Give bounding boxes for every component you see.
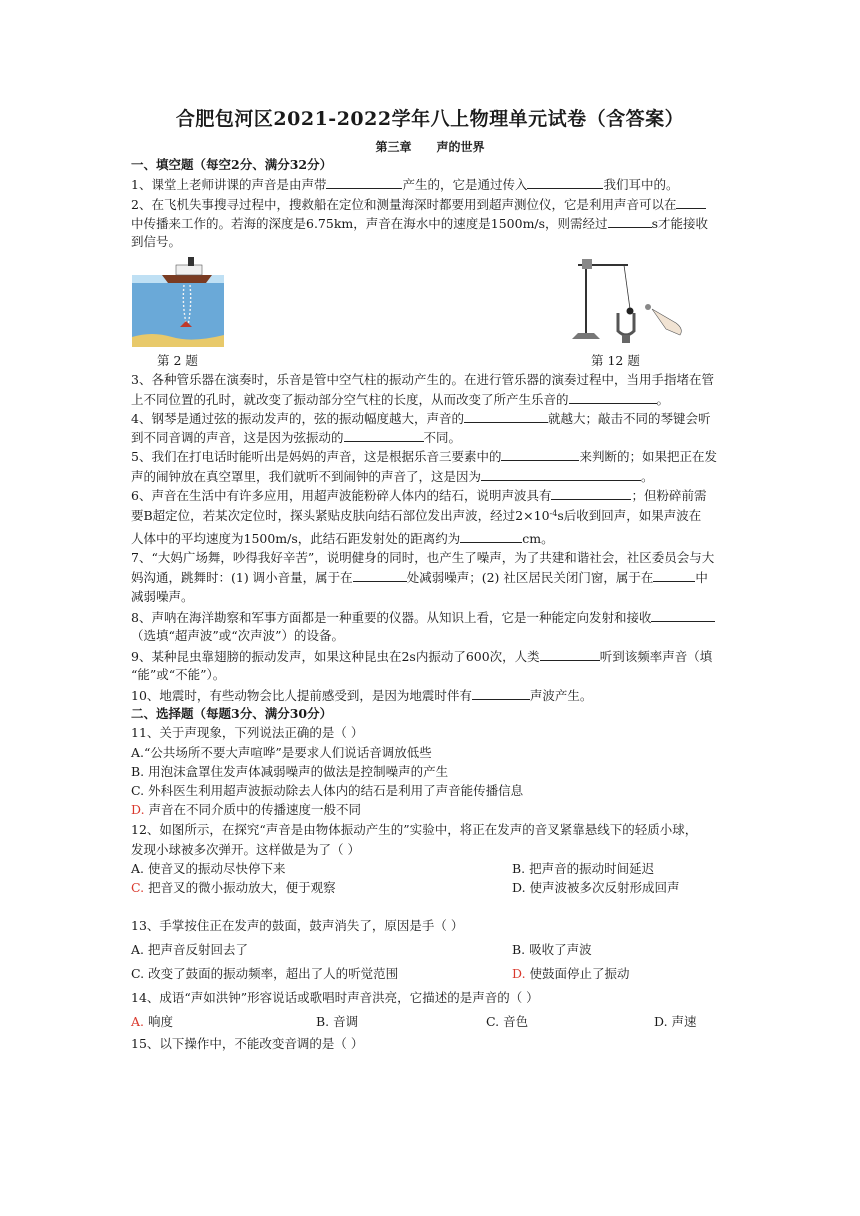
question-7-line-3: 减弱噪声。 bbox=[131, 589, 194, 604]
question-12-option-a: A. 使音叉的振动尽快停下来 bbox=[131, 861, 286, 876]
section-heading-multiple-choice: 二、选择题（每题3分、满分30分） bbox=[131, 706, 333, 721]
question-14-stem: 14、成语“声如洪钟”形容说话或歌唱时声音洪亮，它描述的是声音的（ ） bbox=[131, 990, 539, 1005]
answer-blank bbox=[344, 429, 424, 442]
answer-blank bbox=[501, 448, 579, 461]
question-6-line-1: 6、声音在生活中有许多应用，用超声波能粉碎人体内的结石，说明声波具有 ；但粉碎前需 bbox=[131, 488, 707, 503]
question-5-line-1: 5、我们在打电话时能听出是妈妈的声音，这是根据乐音三要素中的 来判断的；如果把正在发 bbox=[131, 449, 717, 464]
answer-blank bbox=[676, 196, 706, 209]
question-9-line-1: 9、某种昆虫靠翅膀的振动发声，如果这种昆虫在2s内振动了600次，人类 听到该频率声音（填 bbox=[131, 649, 713, 664]
answer-blank bbox=[551, 487, 631, 500]
answer-letter-a: A. bbox=[131, 1014, 145, 1029]
question-7-line-1: 7、“大妈广场舞，吵得我好辛苦”，说明健身的同时，也产生了噪声，为了共建和谐社会，社区委员会与大 bbox=[131, 550, 715, 565]
question-2-line-3: 到信号。 bbox=[131, 234, 182, 249]
tuning-fork-figure bbox=[568, 253, 688, 347]
answer-blank bbox=[353, 569, 407, 582]
sonar-ship-figure bbox=[132, 253, 224, 347]
question-9-line-2: “能”或“不能”）。 bbox=[131, 667, 226, 682]
question-12-option-d: D. 使声波被多次反射形成回声 bbox=[512, 880, 680, 895]
question-10: 10、地震时，有些动物会比人提前感受到，是因为地震时伴有 声波产生。 bbox=[131, 688, 593, 703]
answer-blank bbox=[527, 176, 603, 189]
question-13-option-a: A. 把声音反射回去了 bbox=[131, 942, 248, 957]
question-14-option-c: C. 音色 bbox=[486, 1014, 529, 1029]
question-13-option-b: B. 吸收了声波 bbox=[512, 942, 592, 957]
question-12-option-c: C. 把音叉的微小振动放大，便于观察 bbox=[131, 880, 336, 895]
question-6-line-3: 人体中的平均速度为1500m/s，此结石距发射处的距离约为 cm。 bbox=[131, 531, 554, 546]
question-5-line-2: 声的闹钟放在真空罩里，我们就听不到闹钟的声音了，这是因为 。 bbox=[131, 469, 654, 484]
answer-letter-d: D. bbox=[131, 802, 145, 817]
question-13-option-c: C. 改变了鼓面的振动频率，超出了人的听觉范围 bbox=[131, 966, 399, 981]
question-12-line-1: 12、如图所示，在探究“声音是由物体振动产生的”实验中，将正在发声的音叉紧靠悬线下的轻质小球， bbox=[131, 822, 698, 837]
question-11-option-a: A.“公共场所不要大声喧哗”是要求人们说话音调放低些 bbox=[131, 745, 432, 760]
question-13-stem: 13、手掌按住正在发声的鼓面，鼓声消失了，原因是手（ ） bbox=[131, 918, 464, 933]
question-2-line-2: 中传播来工作的。若海的深度是6.75km，声音在海水中的速度是1500m/s，则需经过 s才能接收 bbox=[131, 216, 708, 231]
question-15-stem: 15、以下操作中，不能改变音调的是（ ） bbox=[131, 1036, 364, 1051]
answer-blank bbox=[326, 176, 402, 189]
answer-blank bbox=[651, 609, 715, 622]
answer-blank bbox=[481, 468, 641, 481]
question-3-line-2: 上不同位置的孔时，就改变了振动部分空气柱的长度，从而改变了所产生乐音的 。 bbox=[131, 392, 670, 407]
question-12-option-b: B. 把声音的振动时间延迟 bbox=[512, 861, 655, 876]
question-11-option-c: C. 外科医生利用超声波振动除去人体内的结石是利用了声音能传播信息 bbox=[131, 783, 524, 798]
answer-blank bbox=[608, 215, 652, 228]
answer-letter-d: D. bbox=[512, 966, 526, 981]
question-11-option-b: B. 用泡沫盒罩住发声体减弱噪声的做法是控制噪声的产生 bbox=[131, 764, 449, 779]
question-12-line-2: 发现小球被多次弹开。这样做是为了（ ） bbox=[131, 842, 360, 857]
section-heading-fill-in: 一、填空题（每空2分、满分32分） bbox=[131, 157, 333, 172]
question-14-option-b: B. 音调 bbox=[316, 1014, 359, 1029]
question-13-option-d: D. 使鼓面停止了振动 bbox=[512, 966, 630, 981]
answer-letter-c: C. bbox=[131, 880, 145, 895]
figure-caption-q12: 第 12 题 bbox=[591, 353, 640, 368]
answer-blank bbox=[464, 410, 548, 423]
question-7-line-2: 妈沟通，跳舞时：(1) 调小音量，属于在 处减弱噪声；(2) 社区居民关闭门窗，属于在 中 bbox=[131, 570, 708, 585]
page-title: 合肥包河区2021-2022学年八上物理单元试卷（含答案） bbox=[175, 108, 685, 130]
answer-blank bbox=[540, 648, 600, 661]
question-11-option-d: D. 声音在不同介质中的传播速度一般不同 bbox=[131, 802, 362, 817]
question-3-line-1: 3、各种管乐器在演奏时，乐音是管中空气柱的振动产生的。在进行管乐器的演奏过程中，当用手指堵在管 bbox=[131, 372, 714, 387]
question-14-option-d: D. 声速 bbox=[654, 1014, 697, 1029]
question-11-stem: 11、关于声现象，下列说法正确的是（ ） bbox=[131, 725, 364, 740]
question-2-line-1: 2、在飞机失事搜寻过程中，搜救船在定位和测量海深时都要用到超声测位仪，它是利用声音可以在 bbox=[131, 196, 706, 213]
question-4-line-2: 到不同音调的声音，这是因为弦振动的 不同。 bbox=[131, 430, 462, 445]
answer-blank bbox=[653, 569, 695, 582]
figure-caption-q2: 第 2 题 bbox=[157, 353, 198, 368]
question-4-line-1: 4、钢琴是通过弦的振动发声的，弦的振动幅度越大，声音的 就越大；敲击不同的琴键会听 bbox=[131, 411, 711, 426]
question-8-line-1: 8、声呐在海洋勘察和军事方面都是一种重要的仪器。从知识上看，它是一种能定向发射和接收 bbox=[131, 609, 715, 626]
chapter-subtitle: 第三章 声的世界 bbox=[375, 140, 485, 154]
answer-blank bbox=[460, 530, 522, 543]
answer-blank bbox=[569, 391, 657, 404]
question-1: 1、课堂上老师讲课的声音是由声带 产生的，它是通过传入 我们耳中的。 bbox=[131, 177, 679, 192]
question-8-line-2: （选填“超声波”或“次声波”）的设备。 bbox=[131, 628, 345, 643]
question-6-line-2: 要B超定位，若某次定位时，探头紧贴皮肤向结石部位发出声波，经过$2\times 10^{-4}s$后收到回声，如果声波在 bbox=[131, 508, 702, 523]
question-14-option-a: A. 响度 bbox=[131, 1014, 174, 1029]
answer-blank bbox=[472, 687, 530, 700]
